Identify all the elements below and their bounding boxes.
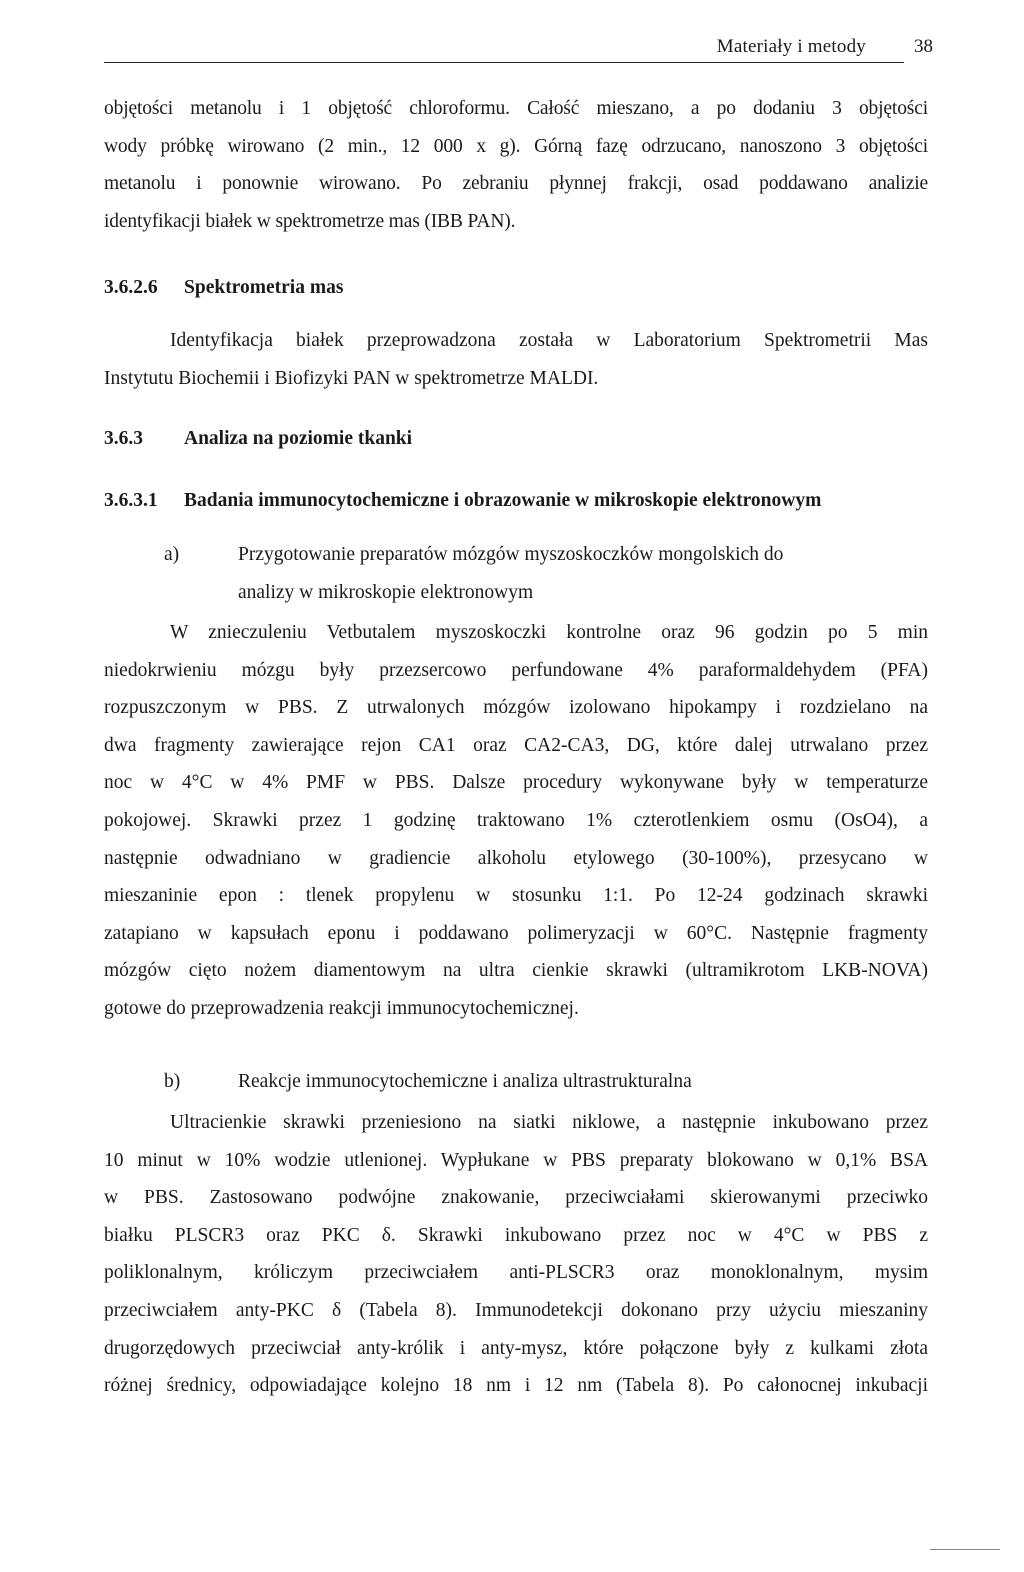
section-heading-3626: [104, 277, 343, 299]
text-line: następnie odwadniano w gradiencie alkoholu etylowego (30-100%), przesycano w: [104, 847, 928, 869]
running-header-title: Materiały i metody: [716, 36, 866, 57]
text-line: niedokrwieniu mózgu były przezsercowo perfundowane 4% paraformaldehydem (PFA): [104, 659, 928, 681]
text-line: białku PLSCR3 oraz PKC δ. Skrawki inkubowano przez noc w 4°C w PBS z: [104, 1224, 928, 1246]
text-line: poliklonalnym, króliczym przeciwciałem anti-PLSCR3 oraz monoklonalnym, mysim: [104, 1262, 928, 1284]
text-line: Identyfikacja białek przeprowadzona została w Laboratorium Spektrometrii Mas: [170, 330, 928, 351]
text-line: różnej średnicy, odpowiadające kolejno 18 nm i 12 nm (Tabela 8). Po całonocnej inkubacji: [104, 1375, 928, 1397]
subsection-a-heading: [104, 536, 928, 611]
subsection-marker: b): [164, 1071, 181, 1092]
text-line: Ultracienkie skrawki przeniesiono na siatki niklowe, a następnie inkubowano przez: [170, 1112, 928, 1133]
section-number: 3.6.3: [104, 428, 143, 449]
text-line: pokojowej. Skrawki przez 1 godzinę traktowano 1% czterotlenkiem osmu (OsO4), a: [104, 809, 928, 831]
text-line: mieszaninie epon : tlenek propylenu w stosunku 1:1. Po 12-24 godzinach skrawki: [104, 885, 928, 907]
text-line: drugorzędowych przeciwciał anty-królik i anty-mysz, które połączone były z kulkami złota: [104, 1337, 928, 1359]
text-line: noc w 4°C w 4% PMF w PBS. Dalsze procedury wykonywane były w temperaturze: [104, 772, 928, 794]
section-title: Analiza na poziomie tkanki: [184, 428, 413, 449]
section-heading-3631: [104, 490, 821, 512]
text-line: w PBS. Zastosowano podwójne znakowanie, przeciwciałami skierowanymi przeciwko: [104, 1187, 928, 1209]
subsection-title-line: Przygotowanie preparatów mózgów myszoskoczków mongolskich do: [238, 544, 784, 565]
section-3626-paragraph: [104, 322, 928, 397]
text-line: gotowe do przeprowadzenia reakcji immunocytochemicznej.: [104, 997, 579, 1019]
section-title: Spektrometria mas: [184, 277, 344, 298]
text-line: objętości metanolu i 1 objętość chloroformu. Całość mieszano, a po dodaniu 3 objętości: [104, 98, 928, 119]
text-line: 10 minut w 10% wodzie utlenionej. Wypłukane w PBS preparaty blokowano w 0,1% BSA: [104, 1149, 928, 1171]
scan-edge-mark: [930, 1549, 1000, 1550]
text-line: wody próbkę wirowano (2 min., 12 000 x g). Górną fazę odrzucano, nanoszono 3 objętości: [104, 135, 928, 157]
text-line: mózgów cięto nożem diamentowym na ultra cienkie skrawki (ultramikrotom LKB-NOVA): [104, 960, 928, 982]
subsection-b-heading: [104, 1063, 928, 1101]
header-rule: [104, 62, 904, 63]
subsection-title-line: Reakcje immunocytochemiczne i analiza ultrastrukturalna: [238, 1071, 692, 1092]
text-line: zatapiano w kapsułach eponu i poddawano polimeryzacji w 60°C. Następnie fragmenty: [104, 922, 928, 944]
section-heading-363: [104, 428, 412, 450]
section-number: 3.6.2.6: [104, 277, 158, 298]
subsection-marker: a): [164, 544, 180, 565]
text-line: dwa fragmenty zawierające rejon CA1 oraz CA2-CA3, DG, które dalej utrwalano przez: [104, 734, 928, 756]
text-line: metanolu i ponownie wirowano. Po zebraniu płynnej frakcji, osad poddawano analizie: [104, 173, 928, 195]
text-line: Instytutu Biochemii i Biofizyki PAN w spektrometrze MALDI.: [104, 367, 599, 389]
intro-paragraph: [104, 90, 928, 240]
text-line: identyfikacji białek w spektrometrze mas (IBB PAN).: [104, 210, 516, 232]
subsection-a-paragraph: [104, 614, 928, 1028]
text-line: W znieczuleniu Vetbutalem myszoskoczki kontrolne oraz 96 godzin po 5 min: [170, 622, 928, 643]
section-title: Badania immunocytochemiczne i obrazowanie w mikroskopie elektronowym: [184, 490, 822, 511]
text-line: rozpuszczonym w PBS. Z utrwalonych mózgów izolowano hipokampy i rozdzielano na: [104, 697, 928, 719]
subsection-title-line: analizy w mikroskopie elektronowym: [238, 581, 534, 603]
text-line: przeciwciałem anty-PKC δ (Tabela 8). Immunodetekcji dokonano przy użyciu mieszaniny: [104, 1299, 928, 1321]
section-number: 3.6.3.1: [104, 490, 158, 511]
subsection-b-paragraph: [104, 1104, 928, 1405]
page-number: 38: [914, 36, 933, 57]
